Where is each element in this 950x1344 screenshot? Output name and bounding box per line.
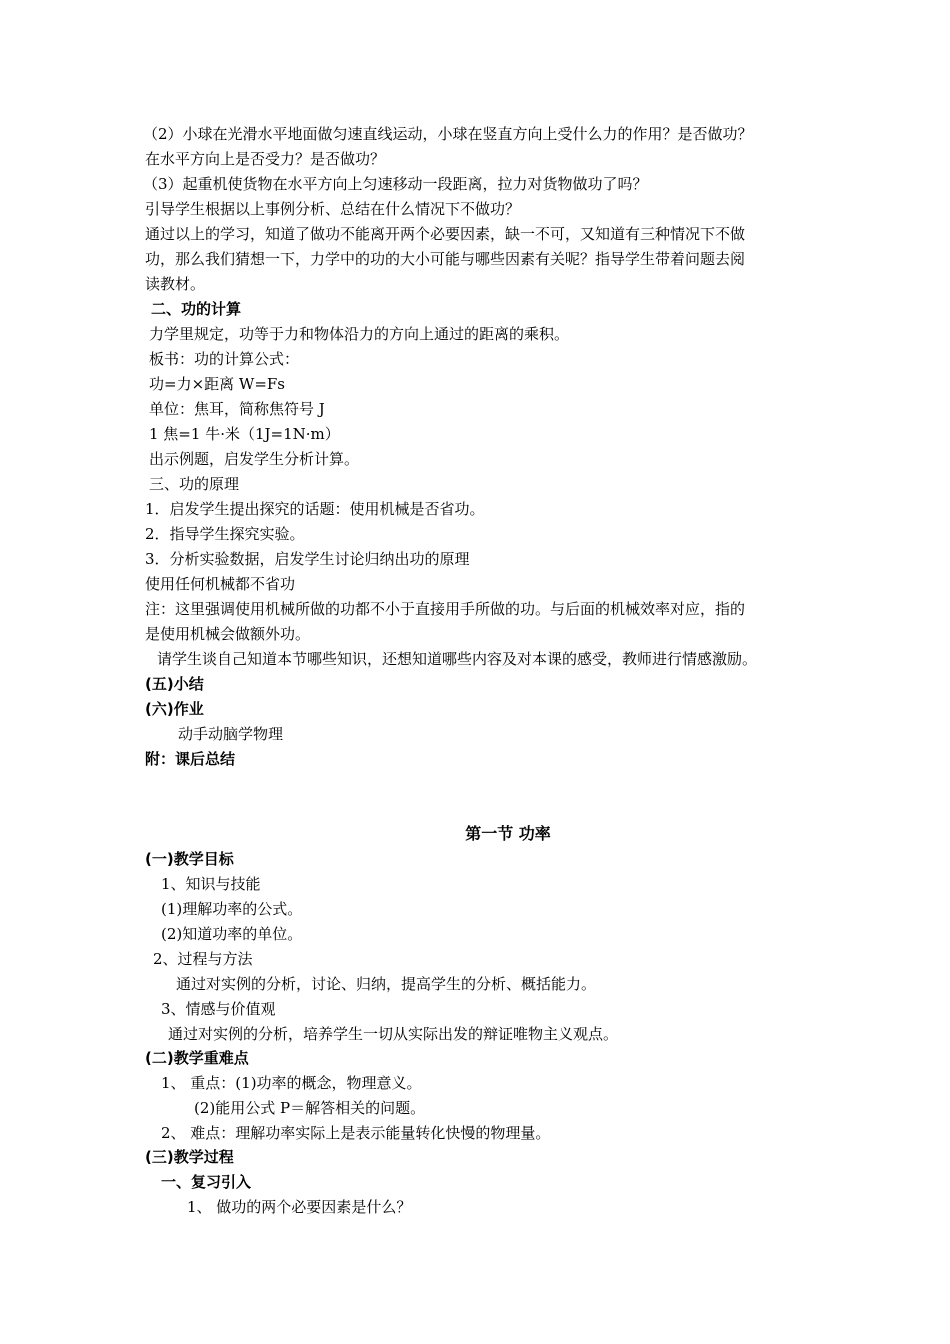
paragraph-line: 在水平方向上是否受力？是否做功？ bbox=[145, 150, 386, 168]
paragraph-line: 单位：焦耳，简称焦符号 J bbox=[149, 400, 325, 418]
paragraph-line: 引导学生根据以上事例分析、总结在什么情况下不做功？ bbox=[145, 200, 521, 218]
paragraph-line: （2）小球在光滑水平地面做匀速直线运动，小球在竖直方向上受什么力的作用？是否做功？ bbox=[143, 125, 753, 143]
lesson-title: 第一节 功率 bbox=[465, 824, 551, 843]
paragraph-line: 通过对实例的分析，讨论、归纳，提高学生的分析、概括能力。 bbox=[176, 975, 597, 993]
paragraph-line: 通过以上的学习，知道了做功不能离开两个必要因素，缺一不可，又知道有三种情况下不做 bbox=[145, 225, 746, 243]
list-item: (2)知道功率的单位。 bbox=[161, 925, 303, 943]
section-heading: (二)教学重难点 bbox=[145, 1049, 249, 1067]
paragraph-line: 力学里规定，功等于力和物体沿力的方向上通过的距离的乘积。 bbox=[149, 325, 570, 343]
section-heading: (一)教学目标 bbox=[145, 850, 234, 868]
formula-line: 1 焦=1 牛·米（1J=1N·m） bbox=[149, 425, 340, 443]
list-item: 1、知识与技能 bbox=[161, 875, 261, 893]
paragraph-line: 使用任何机械都不省功 bbox=[145, 575, 296, 593]
list-item: 1、 做功的两个必要因素是什么？ bbox=[187, 1198, 412, 1216]
section-heading: 三、功的原理 bbox=[149, 475, 240, 493]
paragraph-line: （3）起重机使货物在水平方向上匀速移动一段距离，拉力对货物做功了吗？ bbox=[143, 175, 648, 193]
list-item: (2)能用公式 P＝解答相关的问题。 bbox=[194, 1099, 426, 1117]
paragraph-line: 动手动脑学物理 bbox=[178, 725, 284, 743]
list-item: 2．指导学生探究实验。 bbox=[145, 525, 305, 543]
paragraph-line: 出示例题，启发学生分析计算。 bbox=[149, 450, 360, 468]
list-item: (1)理解功率的公式。 bbox=[161, 900, 303, 918]
paragraph-line: 功，那么我们猜想一下，力学中的功的大小可能与哪些因素有关呢？指导学生带着问题去阅 bbox=[145, 250, 746, 268]
list-item: 1、 重点：(1)功率的概念，物理意义。 bbox=[161, 1074, 422, 1092]
paragraph-line: 板书：功的计算公式： bbox=[149, 350, 300, 368]
list-item: 2、过程与方法 bbox=[153, 950, 253, 968]
section-heading: 附：课后总结 bbox=[145, 750, 236, 768]
paragraph-line: 是使用机械会做额外功。 bbox=[145, 625, 311, 643]
section-heading: (三)教学过程 bbox=[145, 1148, 234, 1166]
formula-line: 功=力×距离 W=Fs bbox=[149, 375, 285, 393]
list-item: 1．启发学生提出探究的话题：使用机械是否省功。 bbox=[145, 500, 485, 518]
list-item: 3、情感与价值观 bbox=[161, 1000, 276, 1018]
list-item: 2、 难点：理解功率实际上是表示能量转化快慢的物理量。 bbox=[161, 1124, 551, 1142]
section-heading: 一、复习引入 bbox=[161, 1173, 252, 1191]
paragraph-line: 请学生谈自己知道本节哪些知识，还想知道哪些内容及对本课的感受，教师进行情感激励。 bbox=[157, 650, 758, 668]
section-heading: (六)作业 bbox=[145, 700, 204, 718]
paragraph-line: 读教材。 bbox=[145, 275, 206, 293]
section-heading: (五)小结 bbox=[145, 675, 204, 693]
paragraph-line: 通过对实例的分析，培养学生一切从实际出发的辩证唯物主义观点。 bbox=[168, 1025, 619, 1043]
section-heading: 二、功的计算 bbox=[151, 300, 242, 318]
list-item: 3．分析实验数据，启发学生讨论归纳出功的原理 bbox=[145, 550, 470, 568]
paragraph-line: 注：这里强调使用机械所做的功都不小于直接用手所做的功。与后面的机械效率对应，指的 bbox=[145, 600, 746, 618]
